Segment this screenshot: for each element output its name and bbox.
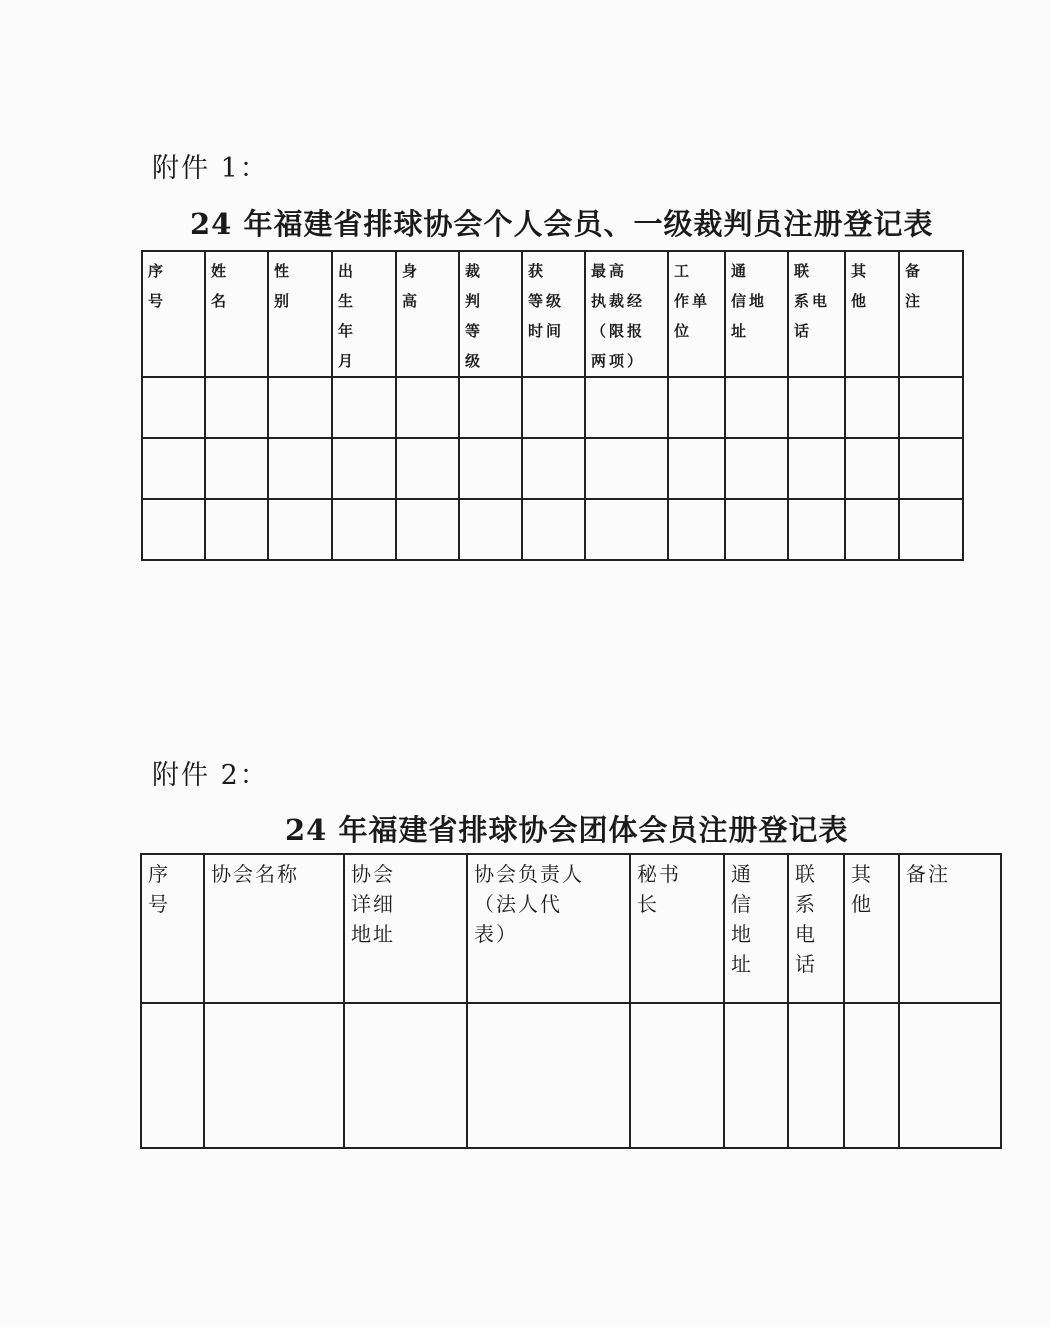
- header-cell: [142, 251, 205, 377]
- empty-cell[interactable]: [205, 438, 268, 499]
- empty-cell[interactable]: [141, 1003, 204, 1148]
- header-work-unit: 工 作单 位: [674, 262, 711, 340]
- empty-cell[interactable]: [344, 1003, 467, 1148]
- empty-cell[interactable]: [668, 438, 725, 499]
- empty-cell[interactable]: [788, 438, 845, 499]
- header-cell: [585, 251, 668, 377]
- header-phone: 联 系电 话: [794, 262, 831, 340]
- empty-cell[interactable]: [724, 1003, 788, 1148]
- empty-cell[interactable]: [788, 1003, 844, 1148]
- header-cell: [899, 854, 1001, 1003]
- header-secretary-general: 秘书 长: [637, 862, 681, 916]
- header-cell: [459, 251, 522, 377]
- empty-cell[interactable]: [467, 1003, 630, 1148]
- empty-cell[interactable]: [396, 377, 459, 438]
- header-association-leader: 协会负责人 （法人代 表）: [474, 862, 584, 946]
- header-address: 通 信 地 址: [731, 862, 753, 976]
- empty-cell[interactable]: [585, 438, 668, 499]
- header-cell: [725, 251, 788, 377]
- header-cell: [844, 854, 899, 1003]
- header-cell: [204, 854, 344, 1003]
- header-cell: [845, 251, 899, 377]
- header-cell: [332, 251, 396, 377]
- header-name: 姓 名: [211, 262, 230, 310]
- header-phone: 联 系 电 话: [795, 862, 817, 976]
- empty-cell[interactable]: [205, 377, 268, 438]
- header-cell: [268, 251, 332, 377]
- empty-cell[interactable]: [205, 499, 268, 560]
- header-cell: [467, 854, 630, 1003]
- empty-cell[interactable]: [845, 438, 899, 499]
- group-registration-title: 24 年福建省排球协会团体会员注册登记表: [285, 813, 849, 847]
- header-height: 身 高: [402, 262, 421, 310]
- empty-cell[interactable]: [725, 438, 788, 499]
- empty-cell[interactable]: [396, 438, 459, 499]
- header-cell: [788, 854, 844, 1003]
- empty-cell[interactable]: [725, 377, 788, 438]
- empty-cell[interactable]: [844, 1003, 899, 1148]
- header-highest-experience: 最高 执裁经 （限报 两项）: [591, 262, 646, 370]
- header-cell: [899, 251, 963, 377]
- table-header-row: [142, 251, 963, 377]
- table-row: [142, 499, 963, 560]
- header-birth-date: 出 生 年 月: [338, 262, 357, 370]
- empty-cell[interactable]: [668, 499, 725, 560]
- empty-cell[interactable]: [142, 377, 205, 438]
- header-cell: [205, 251, 268, 377]
- header-association-address: 协会 详细 地址: [351, 862, 395, 946]
- attachment-2-label: 附件 2：: [152, 760, 269, 791]
- empty-cell[interactable]: [459, 438, 522, 499]
- empty-cell[interactable]: [268, 499, 332, 560]
- header-serial-number: 序 号: [148, 262, 167, 310]
- header-remarks: 备注: [906, 862, 950, 886]
- table-row: [141, 1003, 1001, 1148]
- empty-cell[interactable]: [332, 438, 396, 499]
- header-address: 通 信地 址: [731, 262, 768, 340]
- header-cell: [668, 251, 725, 377]
- header-gender: 性 别: [274, 262, 293, 310]
- header-cell: [141, 854, 204, 1003]
- empty-cell[interactable]: [899, 1003, 1001, 1148]
- empty-cell[interactable]: [396, 499, 459, 560]
- empty-cell[interactable]: [142, 499, 205, 560]
- empty-cell[interactable]: [522, 499, 585, 560]
- empty-cell[interactable]: [332, 377, 396, 438]
- header-remarks: 备 注: [905, 262, 924, 310]
- header-referee-level: 裁 判 等 级: [465, 262, 484, 370]
- table-header-row: [141, 854, 1001, 1003]
- attachment-1-label: 附件 1：: [152, 153, 269, 184]
- empty-cell[interactable]: [845, 499, 899, 560]
- header-other: 其 他: [851, 262, 870, 310]
- table-row: [142, 438, 963, 499]
- empty-cell[interactable]: [725, 499, 788, 560]
- empty-cell[interactable]: [788, 377, 845, 438]
- group-registration-table: [140, 853, 1002, 1149]
- empty-cell[interactable]: [585, 377, 668, 438]
- empty-cell[interactable]: [899, 438, 963, 499]
- empty-cell[interactable]: [522, 377, 585, 438]
- empty-cell[interactable]: [522, 438, 585, 499]
- individual-registration-table: [141, 250, 964, 561]
- header-association-name: 协会名称: [211, 862, 299, 886]
- header-cell: [724, 854, 788, 1003]
- empty-cell[interactable]: [459, 499, 522, 560]
- empty-cell[interactable]: [268, 438, 332, 499]
- empty-cell[interactable]: [899, 499, 963, 560]
- header-cell: [788, 251, 845, 377]
- empty-cell[interactable]: [788, 499, 845, 560]
- table-row: [142, 377, 963, 438]
- empty-cell[interactable]: [845, 377, 899, 438]
- empty-cell[interactable]: [332, 499, 396, 560]
- empty-cell[interactable]: [268, 377, 332, 438]
- header-cell: [344, 854, 467, 1003]
- empty-cell[interactable]: [204, 1003, 344, 1148]
- empty-cell[interactable]: [899, 377, 963, 438]
- empty-cell[interactable]: [585, 499, 668, 560]
- header-level-date: 获 等级 时间: [528, 262, 565, 340]
- empty-cell[interactable]: [668, 377, 725, 438]
- header-cell: [522, 251, 585, 377]
- header-cell: [396, 251, 459, 377]
- header-serial-number: 序 号: [148, 862, 170, 916]
- empty-cell[interactable]: [459, 377, 522, 438]
- empty-cell[interactable]: [142, 438, 205, 499]
- header-cell: [630, 854, 724, 1003]
- individual-registration-title: 24 年福建省排球协会个人会员、一级裁判员注册登记表: [190, 207, 934, 241]
- empty-cell[interactable]: [630, 1003, 724, 1148]
- header-other: 其 他: [851, 862, 873, 916]
